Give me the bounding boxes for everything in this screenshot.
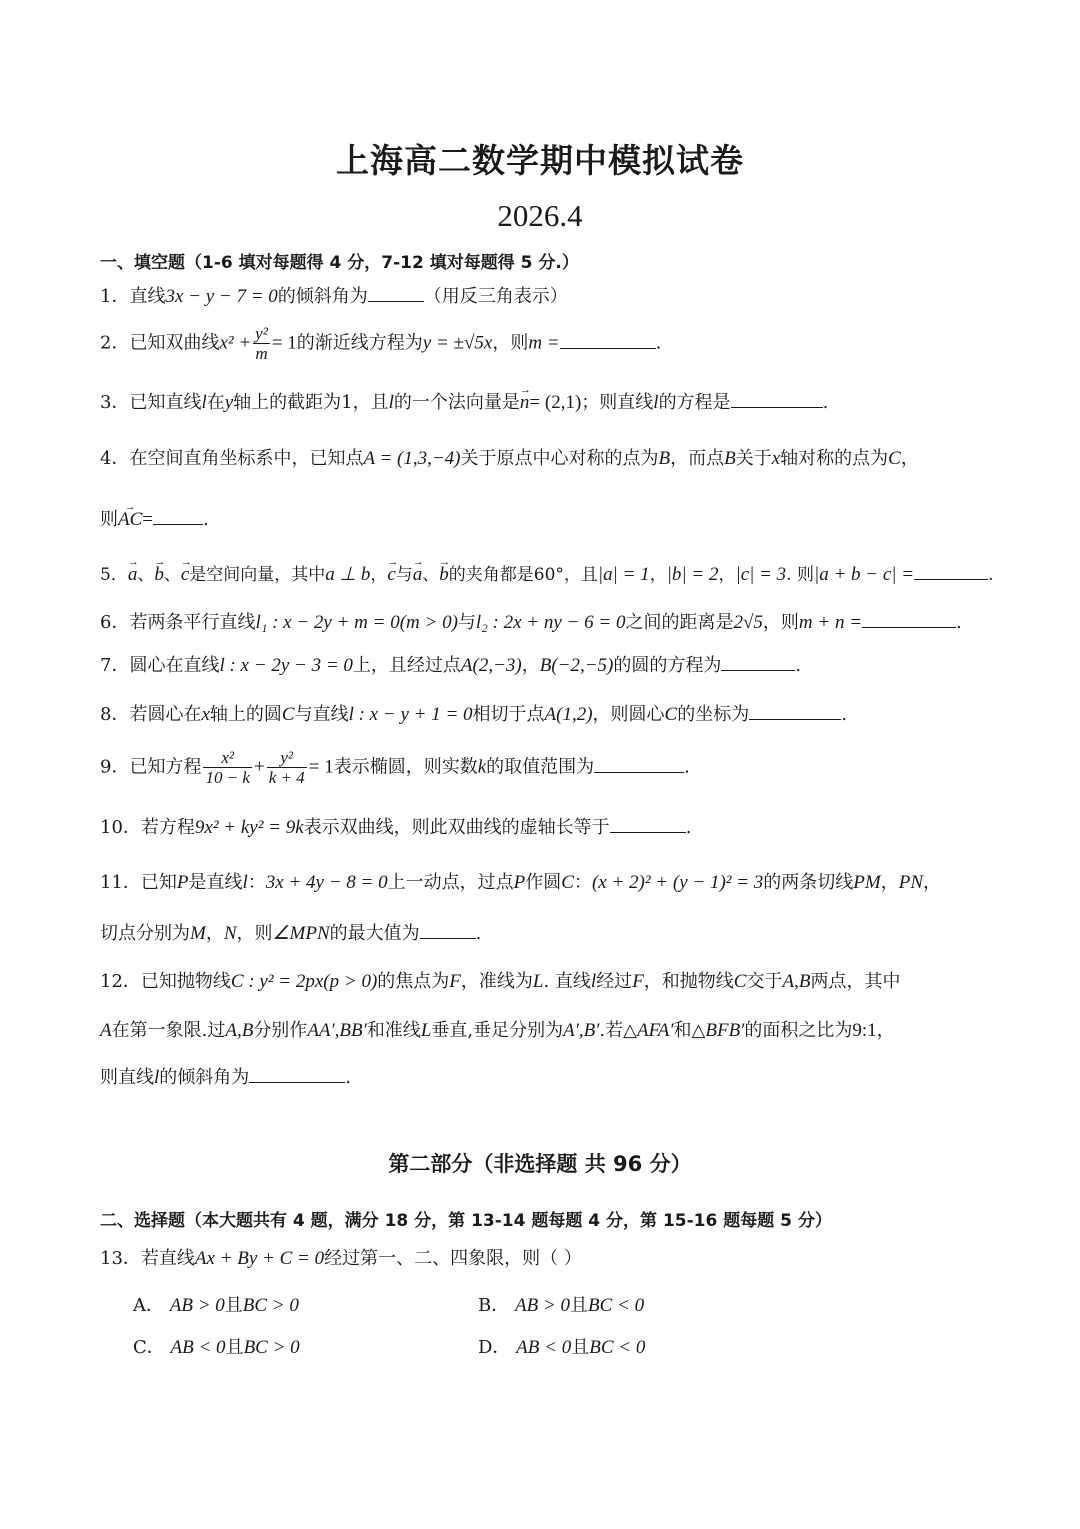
answer-blank bbox=[594, 754, 684, 773]
answer-blank bbox=[721, 652, 795, 671]
answer-blank bbox=[749, 701, 841, 720]
option-c[interactable]: C． AB < 0且BC > 0 bbox=[133, 1337, 300, 1358]
question-10: 10．若方程9x² + ky² = 9k表示双曲线，则此双曲线的虚轴长等于 . bbox=[100, 814, 691, 840]
question-4: 4．在空间直角坐标系中，已知点A = (1,3,−4)关于原点中心对称的点为B，而点B关于x轴对称的点为C， bbox=[100, 448, 919, 469]
answer-blank bbox=[731, 389, 823, 408]
question-13: 13．若直线Ax + By + C = 0经过第一、二、四象限，则（ ） bbox=[100, 1248, 582, 1269]
question-6: 6．若两条平行直线l₁ : x − 2y + m = 0(m > 0)与l₂ : 2x + ny − 6 = 0之间的距离是2√5，则m + n = . bbox=[100, 609, 962, 635]
answer-blank bbox=[610, 814, 686, 833]
question-11-line-2: 切点分别为M，N，则∠MPN的最大值为 . bbox=[100, 920, 481, 946]
answer-blank bbox=[420, 920, 476, 939]
exam-date: 2026.4 bbox=[497, 198, 583, 233]
question-8: 8．若圆心在x轴上的圆C与直线l : x − y + 1 = 0相切于点A(1,2)，则圆心C的坐标为 . bbox=[100, 701, 847, 727]
question-11: 11．已知P是直线l：3x + 4y − 8 = 0上一动点，过点P作圆C：(x + 2)² + (y − 1)² = 3的两条切线PM，PN， bbox=[100, 872, 942, 893]
question-9: 9．已知方程 $\frac{\text{x²}}{10 - k}$ + $\frac{\text{y²}}{k + 4}$ = 1表示椭圆，则实数k的取值范围为 . bbox=[100, 748, 690, 787]
section-heading-multiple-choice: 二、选择题（本大题共有 4 题，满分 18 分，第 13-14 题每题 4 分，第 15-16 题每题 5 分） bbox=[100, 1211, 832, 1231]
part-two-heading: 第二部分（非选择题 共 96 分） bbox=[388, 1152, 692, 1176]
answer-blank bbox=[153, 506, 203, 525]
question-7: 7．圆心在直线l : x − 2y − 3 = 0上，且经过点A(2,−3)，B(−2,−5)的圆的方程为 . bbox=[100, 652, 801, 678]
question-1: 1．直线3x − y − 7 = 0的倾斜角为 （用反三角表示） bbox=[100, 283, 568, 309]
question-4-line-2: 则→ AC= . bbox=[100, 506, 209, 532]
option-b[interactable]: B． AB > 0且BC < 0 bbox=[478, 1295, 645, 1316]
question-12: 12．已知抛物线C : y² = 2px(p > 0)的焦点为F，准线为L. 直线l经过F，和抛物线C交于A,B两点，其中 bbox=[100, 971, 901, 992]
section-heading-fill-in: 一、填空题（1-6 填对每题得 4 分，7-12 填对每题得 5 分.） bbox=[100, 253, 579, 273]
option-a[interactable]: A． AB > 0且BC > 0 bbox=[133, 1295, 299, 1316]
answer-blank bbox=[914, 561, 988, 580]
question-5: 5．→ a、→ b、→ c是空间向量，其中a ⊥ b，→ c与→ a、→ b的夹角都是60°，且|a| = 1，|b| = 2，|c| = 3. 则|a + b − c| = . bbox=[100, 561, 993, 587]
option-d[interactable]: D． AB < 0且BC < 0 bbox=[478, 1337, 646, 1358]
answer-blank bbox=[249, 1064, 345, 1083]
answer-blank bbox=[862, 609, 956, 628]
question-3: 3．已知直线l在y轴上的截距为1，且l的一个法向量是→ n= (2,1)；则直线l的方程是 . bbox=[100, 389, 828, 415]
answer-blank bbox=[560, 330, 656, 349]
answer-blank bbox=[368, 283, 424, 302]
page-title: 上海高二数学期中模拟试卷 bbox=[336, 141, 744, 180]
question-2: 2．已知双曲线x² + $\frac{\text{y²}}{m}$ = 1的渐近线方程为y = ±√5x，则m = . bbox=[100, 324, 662, 363]
question-12-line-2: A在第一象限.过A,B分别作AA′,BB′和准线L垂直,垂足分别为A′,B′.若△AFA′和△BFB′的面积之比为9:1， bbox=[100, 1020, 895, 1041]
question-12-line-3: 则直线l的倾斜角为 . bbox=[100, 1064, 351, 1090]
